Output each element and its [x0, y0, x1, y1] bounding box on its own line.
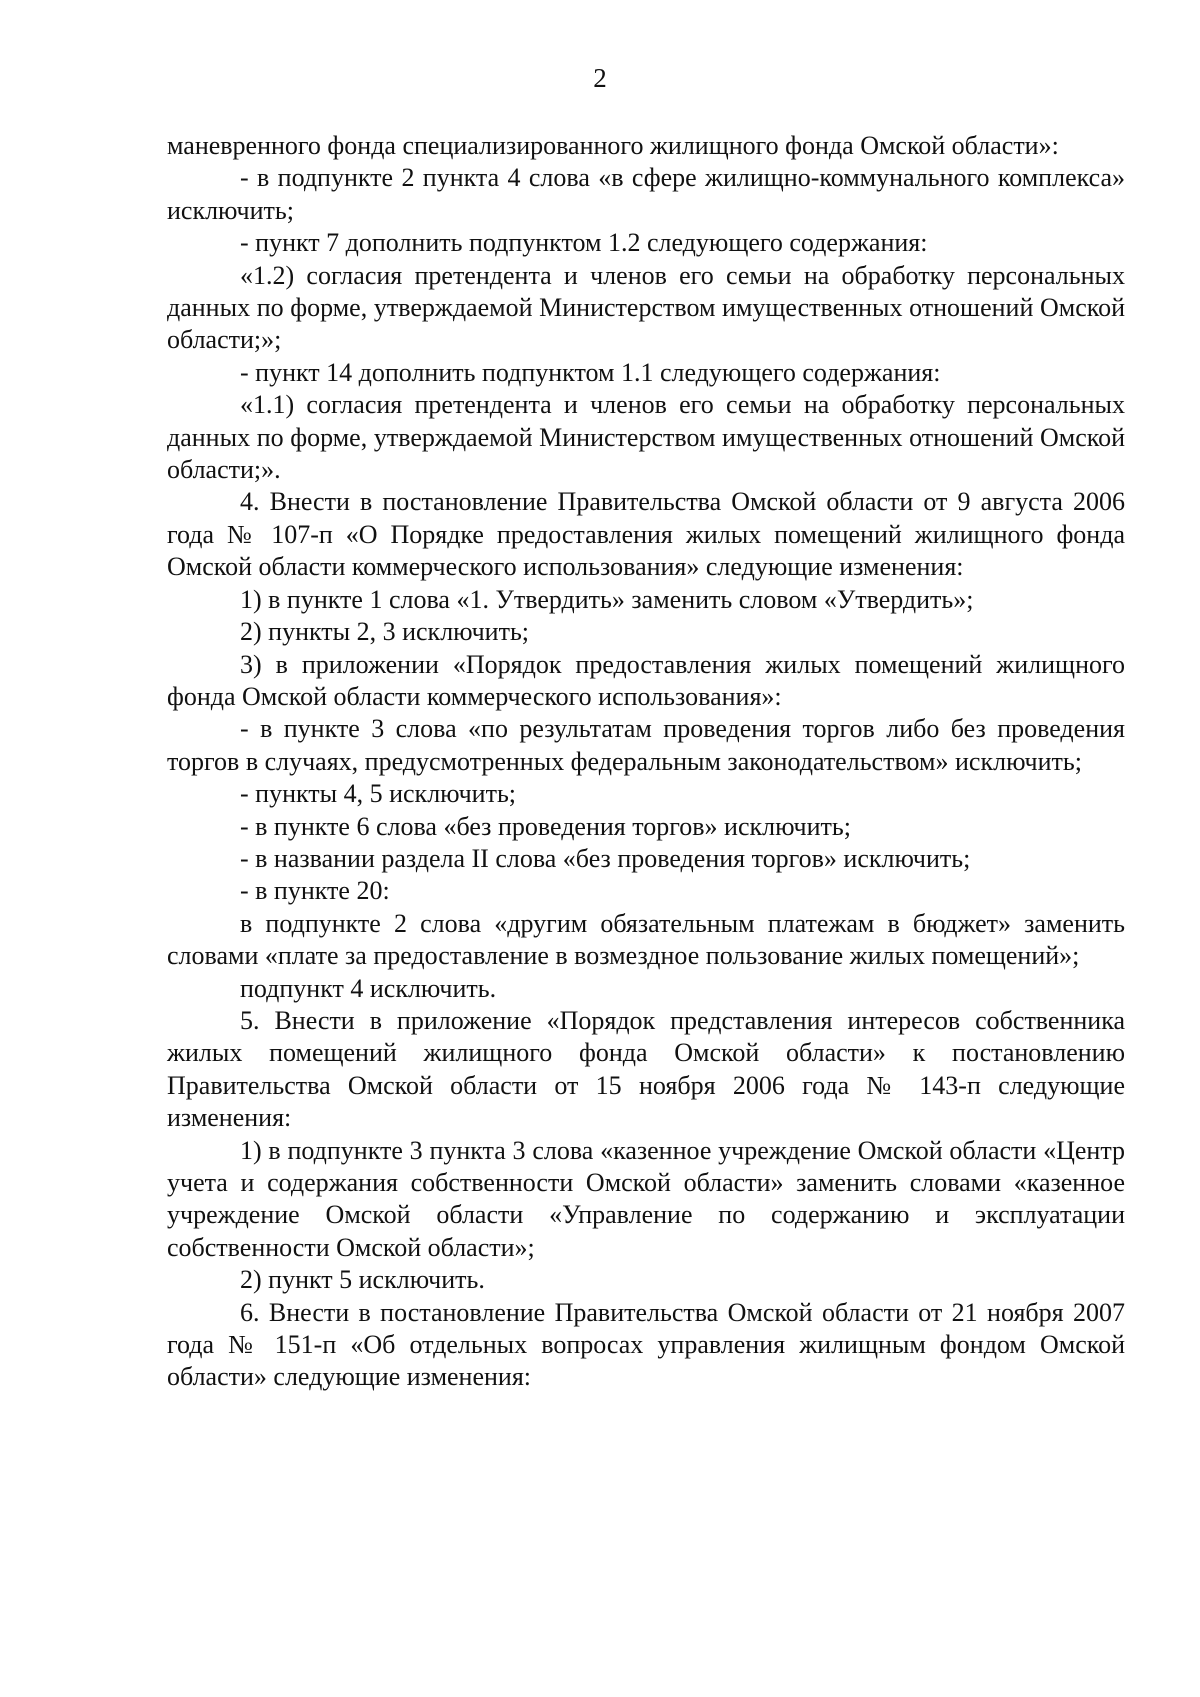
paragraph-8: 1) в пункте 1 слова «1. Утвердить» заменить словом «Утвердить»; [240, 584, 974, 614]
paragraph-1: маневренного фонда специализированного жилищного фонда Омской области»: [167, 131, 1059, 160]
paragraph-11: - в пункте 3 слова «по результатам проведения торгов либо без проведения торгов в случаях, предусмотренных федеральным законодательством» исключить; [167, 714, 1125, 776]
paragraph-19: 1) в подпункте 3 пункта 3 слова «казенное учреждение Омской области «Центр учета и содержания собственности Омской области» заменить словами «казенное учреждение Омской области «Управление по содержанию и эксплуатации собственности Омской области»; [167, 1135, 1125, 1262]
paragraph-3: - пункт 7 дополнить подпунктом 1.2 следующего содержания: [240, 228, 928, 258]
paragraph-13: - в пункте 6 слова «без проведения торгов» исключить; [240, 811, 851, 841]
paragraph-7: 4. Внести в постановление Правительства Омской области от 9 августа 2006 года № 107-п «О Порядке предоставления жилых помещений жилищного фонда Омской области коммерческого использования» следующие изменения: [167, 487, 1125, 582]
paragraph-6: «1.1) согласия претендента и членов его семьи на обработку персональных данных по форме, утверждаемой Министерством имущественных отношений Омской области;». [167, 390, 1125, 485]
paragraph-9: 2) пункты 2, 3 исключить; [240, 617, 530, 647]
paragraph-18: 5. Внести в приложение «Порядок представления интересов собственника жилых помещений жилищного фонда Омской области» к постановлению Правительства Омской области от 15 ноября 2006 года № 143-п следующие изменения: [167, 1005, 1125, 1133]
page-number: 2 [593, 63, 607, 93]
paragraph-5: - пункт 14 дополнить подпунктом 1.1 следующего содержания: [240, 357, 941, 387]
paragraph-2: - в подпункте 2 пункта 4 слова «в сфере жилищно-коммунального комплекса» исключить; [167, 163, 1125, 225]
paragraph-12: - пункты 4, 5 исключить; [240, 779, 517, 809]
paragraph-17: подпункт 4 исключить. [240, 973, 497, 1003]
paragraph-16: в подпункте 2 слова «другим обязательным платежам в бюджет» заменить словами «плате за предоставление в возмездное пользование жилых помещений»; [167, 908, 1125, 971]
paragraph-15: - в пункте 20: [240, 876, 390, 906]
paragraph-20: 2) пункт 5 исключить. [240, 1265, 485, 1295]
paragraph-4: «1.2) согласия претендента и членов его семьи на обработку персональных данных по форме, утверждаемой Министерством имущественных отношений Омской области;»; [167, 260, 1125, 355]
paragraph-21: 6. Внести в постановление Правительства Омской области от 21 ноября 2007 года № 151-п «Об отдельных вопросах управления жилищным фондом Омской области» следующие изменения: [167, 1297, 1125, 1392]
paragraph-14: - в названии раздела II слова «без проведения торгов» исключить; [240, 843, 971, 873]
paragraph-10: 3) в приложении «Порядок предоставления жилых помещений жилищного фонда Омской области коммерческого использования»: [167, 649, 1125, 711]
document-body [167, 130, 1125, 1394]
